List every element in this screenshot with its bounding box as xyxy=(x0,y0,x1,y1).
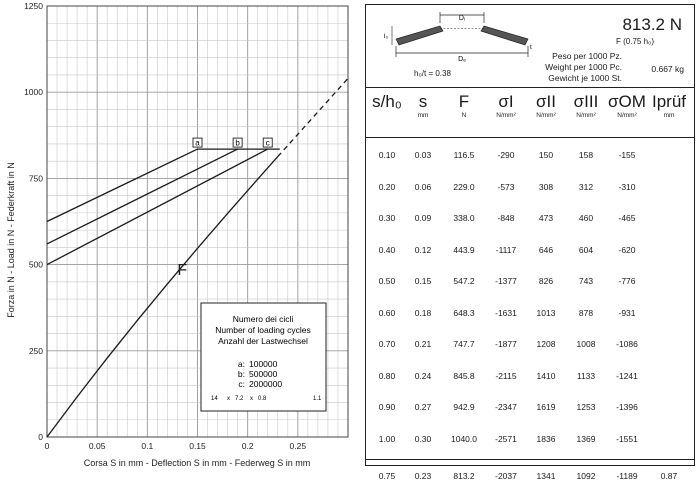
weight-label-it: Peso per 1000 Pz. xyxy=(552,51,622,61)
inner-diameter-label: Dᵢ xyxy=(458,15,466,22)
table-cell: 0.20 xyxy=(378,181,396,192)
column-symbol: σII xyxy=(536,92,556,111)
table-cell: -931 xyxy=(618,307,636,318)
table-cell: 1133 xyxy=(576,370,596,381)
table-cell: -155 xyxy=(618,150,636,160)
table-cell: 0.40 xyxy=(378,244,396,255)
table-cell: 158 xyxy=(578,150,594,160)
column-unit: N xyxy=(461,112,467,119)
outer-diameter-label: Dₑ xyxy=(458,56,466,63)
table-cell: 0.27 xyxy=(414,402,432,412)
y-tick-label: 0 xyxy=(38,432,43,442)
free-height-label: l₀ xyxy=(384,33,389,40)
table-cell: 229.0 xyxy=(453,181,475,192)
y-tick-label: 500 xyxy=(28,259,43,270)
table-cell: 878 xyxy=(578,307,594,318)
x-tick-label: 0.2 xyxy=(241,441,254,451)
y-tick-label: 250 xyxy=(28,345,43,356)
height-thickness-ratio: h₀/t = 0.38 xyxy=(414,69,451,78)
summary-cell: 0.75 xyxy=(378,471,396,481)
column-header xyxy=(444,93,484,120)
column-symbol: s xyxy=(418,92,428,111)
y-tick-label: 1250 xyxy=(24,1,43,11)
legend-title-2: Number of loading cycles xyxy=(215,325,311,335)
curve-label-a: a xyxy=(195,138,200,148)
table-cell: 747.7 xyxy=(453,339,475,349)
column-symbol: Iprüf xyxy=(651,92,687,111)
table-cell: 1619 xyxy=(536,402,556,412)
column-header xyxy=(404,93,442,120)
legend-value-a: 100000 xyxy=(249,359,278,369)
summary-cell: 0.23 xyxy=(414,471,432,481)
legend-key-c: c: xyxy=(238,379,245,389)
table-cell: -290 xyxy=(497,150,515,160)
table-cell: 547.2 xyxy=(453,276,475,286)
table-cell: 1013 xyxy=(536,307,556,318)
table-cell: -1631 xyxy=(495,307,517,318)
series-line-a xyxy=(47,149,198,221)
legend-value-c: 2000000 xyxy=(249,379,283,389)
legend-title-3: Anzahl der Lastwechsel xyxy=(218,336,308,346)
table-cell: 942.9 xyxy=(453,402,475,412)
column-unit: mm xyxy=(417,112,429,119)
table-cell: 0.70 xyxy=(378,339,396,349)
column-unit: N/mm² xyxy=(496,112,516,119)
y-tick-label: 1000 xyxy=(24,87,43,98)
table-cell: -1377 xyxy=(495,276,517,286)
weight-label-de: Gewicht je 1000 St. xyxy=(548,73,622,83)
weight-value: 0.667 kg xyxy=(651,64,684,74)
x-tick-label: 0.25 xyxy=(289,441,307,451)
table-cell: 1836 xyxy=(536,433,556,444)
table-cell: -465 xyxy=(618,213,636,223)
legend-dim-4: 1.1 xyxy=(313,396,322,402)
table-cell: -310 xyxy=(618,181,636,192)
legend-key-b: b: xyxy=(237,369,245,379)
legend-dim-1: 14 xyxy=(211,396,218,402)
column-header xyxy=(566,93,606,120)
table-cell: -1396 xyxy=(616,402,638,412)
y-axis-label: Forza in N - Load in N - Federkraft in N xyxy=(6,162,16,318)
table-cell: 1008 xyxy=(576,339,596,349)
table-cell: -2571 xyxy=(495,433,517,444)
column-symbol: s/h₀ xyxy=(372,92,402,111)
x-axis-label: Corsa S in mm - Deflection S in mm - Federweg S in mm xyxy=(83,458,311,468)
table-cell: -776 xyxy=(618,276,636,286)
series-line-F-extension xyxy=(278,78,348,156)
legend-dim-x2: x xyxy=(250,396,253,402)
table-cell: -2347 xyxy=(495,402,517,412)
table-cell: 312 xyxy=(578,181,594,192)
table-cell: -1877 xyxy=(495,339,517,349)
x-tick-label: 0.15 xyxy=(189,441,206,451)
table-cell: -1241 xyxy=(616,370,638,381)
column-header xyxy=(372,93,402,111)
table-cell: 0.12 xyxy=(414,244,432,255)
table-cell: 0.60 xyxy=(378,307,396,318)
table-cell: 0.90 xyxy=(378,402,396,412)
table-cell: 0.30 xyxy=(414,433,432,444)
summary-cell: -1189 xyxy=(616,471,638,481)
table-cell: 0.15 xyxy=(414,276,432,286)
table-cell: 0.80 xyxy=(378,370,396,381)
column-unit: N/mm² xyxy=(536,112,556,119)
legend-title-1: Numero dei cicli xyxy=(232,314,294,324)
table-cell: 648.3 xyxy=(453,307,475,318)
curve-label-c: c xyxy=(265,138,270,148)
table-cell: 338.0 xyxy=(453,213,475,223)
table-cell: 460 xyxy=(578,213,594,223)
table-cell: -1117 xyxy=(495,244,517,255)
spring-data-panel xyxy=(365,4,695,481)
table-cell: 1.00 xyxy=(378,433,396,444)
table-cell: 0.10 xyxy=(378,150,396,160)
nominal-force: 813.2 N xyxy=(622,15,682,34)
table-cell: 1253 xyxy=(576,402,596,412)
column-header xyxy=(648,93,690,120)
x-tick-label: 0.05 xyxy=(88,441,106,451)
summary-divider xyxy=(366,459,694,460)
table-cell: 473 xyxy=(538,213,554,223)
table-cell: 150 xyxy=(538,150,554,160)
summary-cell: 1341 xyxy=(536,471,556,481)
summary-cell: -2037 xyxy=(495,471,517,481)
table-cell: 604 xyxy=(578,244,594,255)
table-cell: -1551 xyxy=(616,433,638,444)
table-cell: -573 xyxy=(497,181,515,192)
series-line-b xyxy=(47,149,238,244)
column-unit: N/mm² xyxy=(617,112,637,119)
table-cell: 1410 xyxy=(536,370,556,381)
legend-value-b: 500000 xyxy=(249,369,278,379)
summary-cell: 0.87 xyxy=(660,471,678,481)
column-header xyxy=(526,93,566,120)
summary-cell: 813.2 xyxy=(453,471,475,481)
x-tick-label: 0.1 xyxy=(141,441,154,451)
table-cell: 646 xyxy=(538,244,554,255)
disc-spring-diagram xyxy=(384,9,534,71)
legend-key-a: a: xyxy=(237,359,245,369)
legend-dim-3: 0.8 xyxy=(258,396,267,402)
chart-labels xyxy=(177,138,272,279)
weight-label-en: Weight per 1000 Pc. xyxy=(545,62,622,72)
legend-box xyxy=(201,303,326,411)
table-cell: -620 xyxy=(618,244,636,255)
table-cell: 1369 xyxy=(576,433,596,444)
table-cell: 1040.0 xyxy=(451,433,477,444)
summary-cell: 1092 xyxy=(576,471,596,481)
table-cell: -1086 xyxy=(616,339,638,349)
curve-label-F: F xyxy=(177,261,188,279)
table-cell: 0.24 xyxy=(414,370,432,381)
column-symbol: σOM xyxy=(608,92,646,111)
table-cell: 0.18 xyxy=(414,307,432,318)
table-cell: 443.9 xyxy=(453,244,475,255)
header-divider xyxy=(366,137,694,138)
column-symbol: σIII xyxy=(573,92,599,111)
table-cell: -2115 xyxy=(495,370,517,381)
table-cell: 1208 xyxy=(536,339,556,349)
y-tick-label: 750 xyxy=(28,173,43,184)
table-cell: 743 xyxy=(578,276,594,286)
table-cell: 0.21 xyxy=(414,339,432,349)
curve-label-b: b xyxy=(235,138,240,148)
table-cell: -848 xyxy=(497,213,515,223)
thickness-label: t xyxy=(530,44,532,51)
table-cell: 116.5 xyxy=(453,150,475,160)
spring-header xyxy=(366,5,694,88)
table-cell: 0.30 xyxy=(378,213,396,223)
column-symbol: F xyxy=(458,92,470,111)
force-note: F (0.75 h₀) xyxy=(616,37,654,46)
table-cell: 0.06 xyxy=(414,181,432,192)
column-unit: mm xyxy=(663,112,675,119)
column-header xyxy=(486,93,526,120)
table-cell: 0.03 xyxy=(414,150,432,160)
table-cell: 826 xyxy=(538,276,554,286)
column-symbol: σI xyxy=(498,92,514,111)
column-header xyxy=(606,93,648,120)
table-cell: 308 xyxy=(538,181,554,192)
table-cell: 0.50 xyxy=(378,276,396,286)
table-cell: 0.09 xyxy=(414,213,432,223)
column-unit: N/mm² xyxy=(576,112,596,119)
legend-dim-2: 7.2 xyxy=(235,396,244,402)
legend-dim-x1: x xyxy=(227,396,230,402)
table-cell: 845.8 xyxy=(453,370,475,381)
x-tick-label: 0 xyxy=(44,441,50,451)
